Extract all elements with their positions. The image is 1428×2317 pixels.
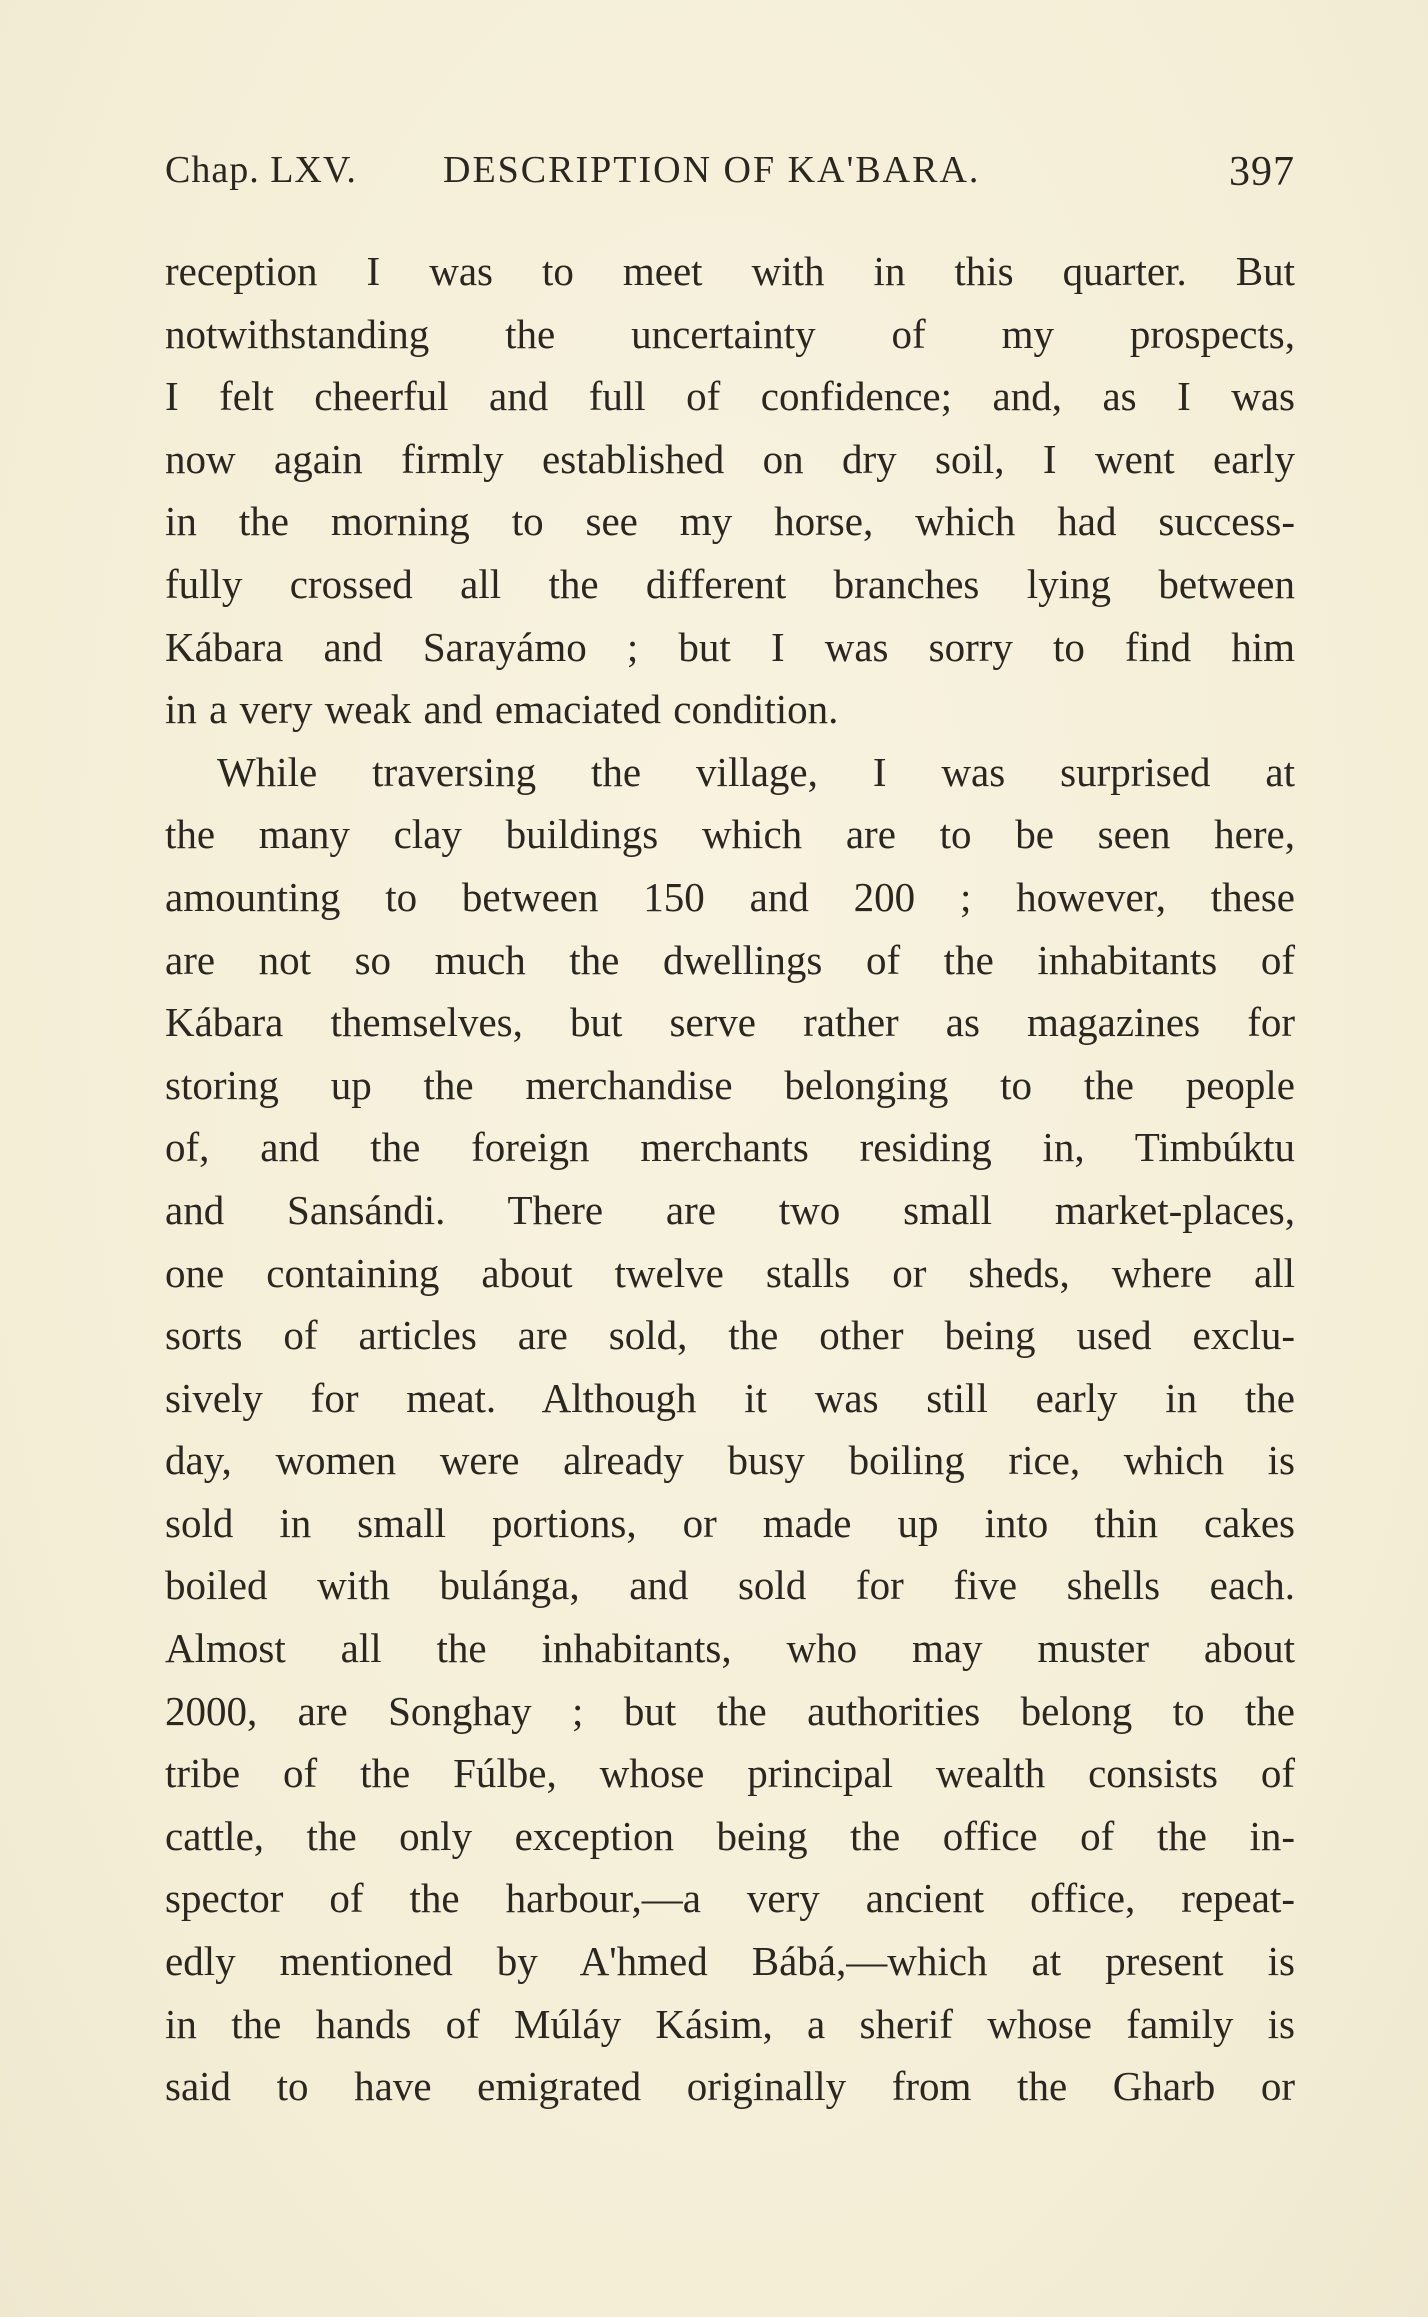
text-line: the many clay buildings which are to be seen here,	[165, 811, 1295, 858]
text-line: sorts of articles are sold, the other being used exclu-	[165, 1312, 1295, 1359]
text-line: reception I was to meet with in this quarter. But	[165, 248, 1295, 294]
text-line: sively for meat. Although it was still early in the	[165, 1374, 1295, 1421]
text-line: boiled with bulánga, and sold for five shells each.	[165, 1562, 1295, 1609]
running-title: DESCRIPTION OF KA'BARA.	[443, 149, 981, 191]
running-header	[165, 148, 1295, 208]
text-line: sold in small portions, or made up into thin cakes	[165, 1499, 1295, 1546]
text-line: I felt cheerful and full of confidence; and, as I was	[165, 373, 1295, 420]
text-line: are not so much the dwellings of the inhabitants of	[165, 936, 1295, 983]
text-line: edly mentioned by A'hmed Bábá,—which at present is	[165, 1938, 1295, 1985]
text-line: in the hands of Múláy Kásim, a sherif whose family is	[165, 2000, 1295, 2047]
text-line: of, and the foreign merchants residing in, Timbúktu	[165, 1124, 1295, 1171]
chapter-label: Chap. LXV.	[165, 149, 357, 191]
text-line: in a very weak and emaciated condition.	[165, 686, 839, 733]
text-line: notwithstanding the uncertainty of my prospects,	[165, 310, 1295, 357]
text-line: and Sansándi. There are two small market-places,	[165, 1186, 1295, 1233]
text-line: Almost all the inhabitants, who may muster about	[165, 1625, 1295, 1672]
text-line: cattle, the only exception being the office of the in-	[165, 1812, 1295, 1859]
text-line: storing up the merchandise belonging to the people	[165, 1061, 1295, 1108]
paragraph-start-line: While traversing the village, I was surprised at	[217, 748, 1295, 795]
page-number: 397	[1229, 149, 1295, 195]
text-line: Kábara and Sarayámo ; but I was sorry to find him	[165, 623, 1295, 670]
text-line: day, women were already busy boiling rice, which is	[165, 1437, 1295, 1484]
body-text	[165, 240, 1295, 2118]
text-line: one containing about twelve stalls or sheds, where all	[165, 1249, 1295, 1296]
text-line: fully crossed all the different branches lying between	[165, 560, 1295, 607]
text-line: tribe of the Fúlbe, whose principal wealth consists of	[165, 1750, 1295, 1797]
text-line: said to have emigrated originally from the Gharb or	[165, 2063, 1295, 2110]
text-line: now again firmly established on dry soil, I went early	[165, 435, 1295, 482]
text-line: 2000, are Songhay ; but the authorities belong to the	[165, 1687, 1295, 1734]
text-line: spector of the harbour,—a very ancient office, repeat-	[165, 1875, 1295, 1922]
text-line: amounting to between 150 and 200 ; however, these	[165, 873, 1295, 920]
text-line: Kábara themselves, but serve rather as magazines for	[165, 999, 1295, 1046]
text-line: in the morning to see my horse, which had success-	[165, 498, 1295, 545]
